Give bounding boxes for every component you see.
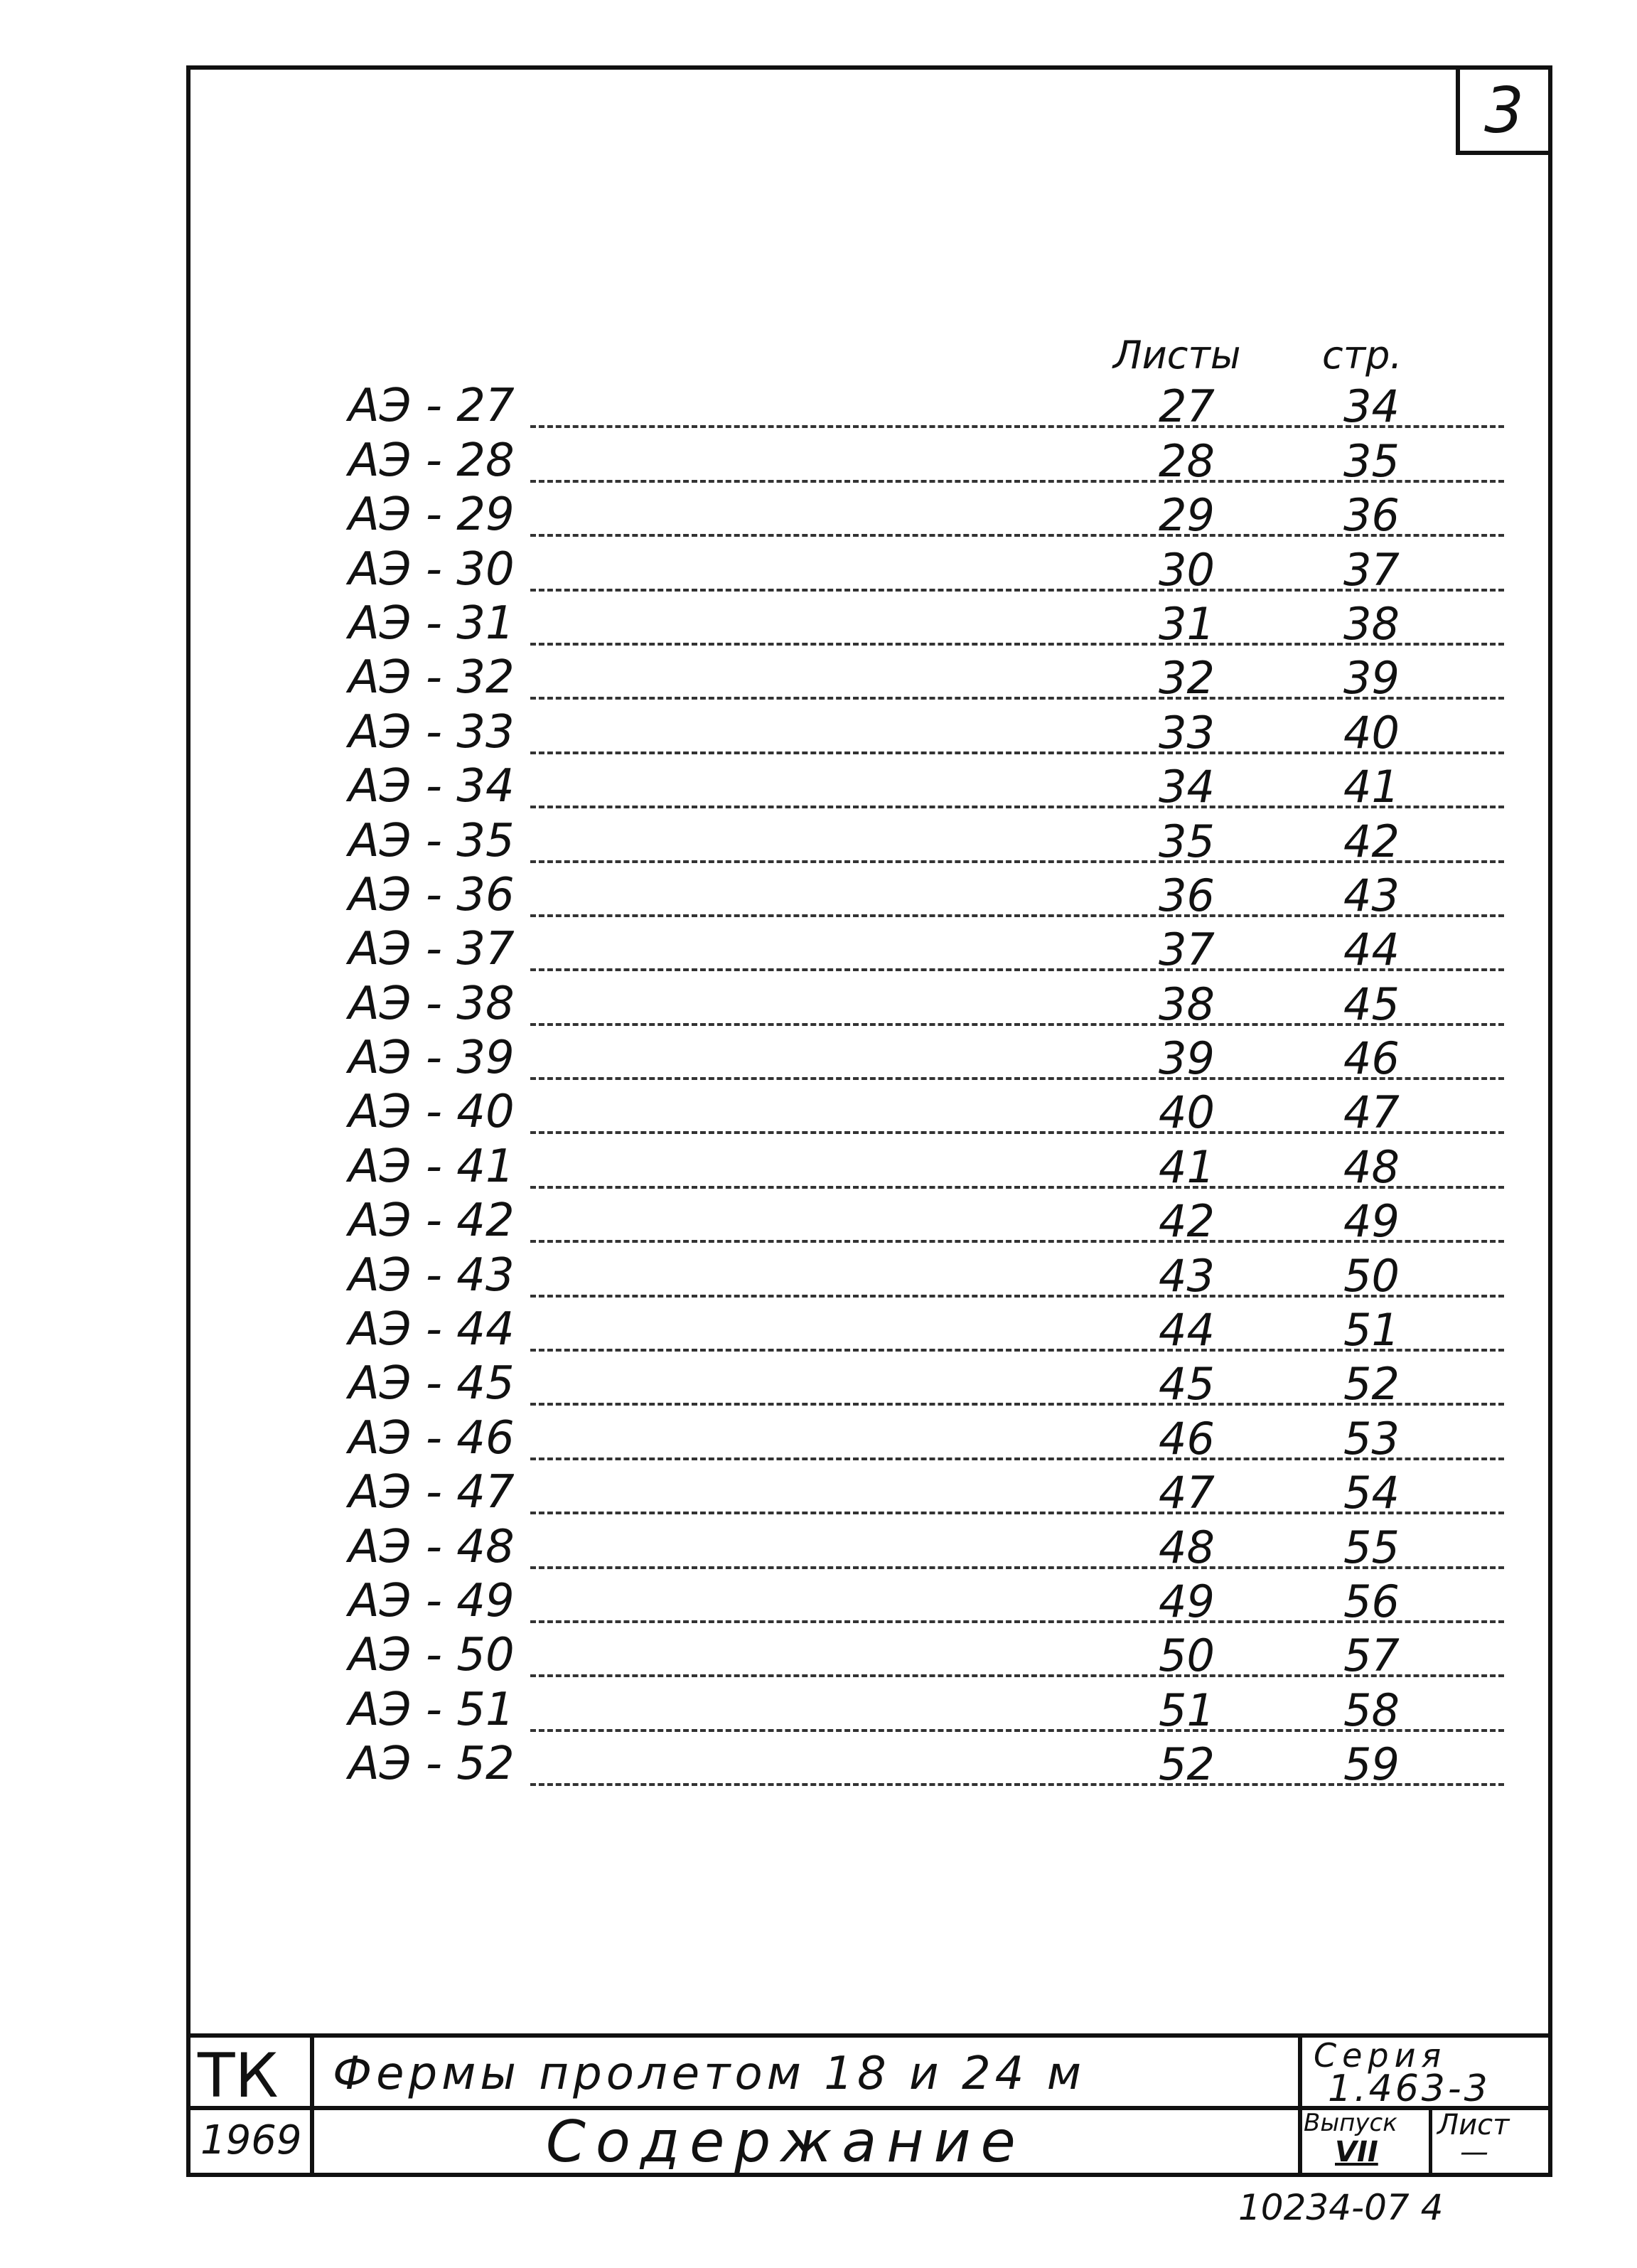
entry-sheet: 32	[1159, 652, 1215, 705]
list-item	[348, 380, 1457, 438]
list-item	[348, 1520, 1457, 1578]
column-header-pages: стр.	[1322, 333, 1402, 378]
list-item	[348, 705, 1457, 764]
entry-code: АЭ - 27	[348, 380, 515, 433]
entry-sheet: 47	[1159, 1467, 1215, 1519]
entry-page: 51	[1343, 1304, 1400, 1357]
entry-code: АЭ - 49	[348, 1574, 515, 1627]
list-item	[348, 1357, 1457, 1416]
entry-sheet: 50	[1159, 1630, 1215, 1682]
entry-page: 35	[1343, 434, 1400, 487]
entry-sheet: 51	[1159, 1684, 1215, 1736]
entry-page: 37	[1343, 543, 1400, 596]
entry-code: АЭ - 44	[348, 1303, 515, 1357]
title-block	[186, 2033, 1552, 2177]
entry-sheet: 39	[1159, 1032, 1215, 1085]
sheet-number: 3	[1484, 73, 1524, 147]
entry-page: 43	[1343, 869, 1400, 921]
entry-code: АЭ - 52	[348, 1738, 515, 1791]
entry-page: 42	[1343, 815, 1400, 867]
entry-code: АЭ - 39	[348, 1032, 515, 1085]
entry-code: АЭ - 34	[348, 760, 515, 813]
entry-code: АЭ - 45	[348, 1357, 515, 1411]
entry-page: 47	[1343, 1086, 1400, 1139]
list-item	[348, 814, 1457, 872]
entry-page: 44	[1343, 924, 1400, 976]
entry-code: АЭ - 36	[348, 868, 515, 921]
entry-sheet: 40	[1159, 1086, 1215, 1139]
entry-page: 50	[1343, 1249, 1400, 1302]
entry-sheet: 29	[1159, 489, 1215, 542]
entry-page: 46	[1343, 1032, 1400, 1085]
entry-sheet: 44	[1159, 1304, 1215, 1357]
entry-page: 45	[1343, 978, 1400, 1030]
list-item	[348, 760, 1457, 818]
entry-code: АЭ - 40	[348, 1086, 515, 1139]
entry-sheet: 52	[1159, 1738, 1215, 1791]
list-item	[348, 651, 1457, 710]
entry-code: АЭ - 33	[348, 705, 515, 759]
entry-code: АЭ - 32	[348, 651, 515, 705]
entry-code: АЭ - 41	[348, 1140, 515, 1193]
entry-page: 59	[1343, 1738, 1400, 1791]
entry-sheet: 27	[1159, 380, 1215, 433]
contents-list	[348, 380, 1457, 1796]
entry-page: 38	[1343, 597, 1400, 650]
list-item	[348, 1683, 1457, 1741]
entry-code: АЭ - 30	[348, 542, 515, 596]
document-subtitle: Содержание	[546, 2109, 1026, 2175]
document-code: 10234-07 4	[1238, 2187, 1444, 2228]
entry-page: 39	[1343, 652, 1400, 705]
series-value: 1.463-3	[1328, 2068, 1491, 2110]
list-item	[348, 1303, 1457, 1362]
entry-page: 54	[1343, 1467, 1400, 1519]
entry-page: 52	[1343, 1358, 1400, 1411]
entry-code: АЭ - 29	[348, 488, 515, 542]
entry-code: АЭ - 28	[348, 434, 515, 487]
list-item	[348, 1738, 1457, 1796]
list-label: Лист	[1437, 2109, 1510, 2141]
entry-sheet: 48	[1159, 1521, 1215, 1573]
entry-page: 55	[1343, 1521, 1400, 1573]
list-item	[348, 1248, 1457, 1307]
entry-code: АЭ - 46	[348, 1411, 515, 1465]
entry-sheet: 41	[1159, 1140, 1215, 1193]
sheet-number-box	[1456, 65, 1552, 155]
entry-sheet: 35	[1159, 815, 1215, 867]
list-item	[348, 1411, 1457, 1470]
list-item	[348, 977, 1457, 1035]
issue-label: Выпуск	[1304, 2109, 1397, 2137]
entry-page: 58	[1343, 1684, 1400, 1736]
list-item	[348, 542, 1457, 601]
series-label: Серия	[1314, 2036, 1447, 2075]
entry-code: АЭ - 47	[348, 1466, 515, 1519]
list-item	[348, 1032, 1457, 1090]
entry-code: АЭ - 51	[348, 1683, 515, 1736]
entry-code: АЭ - 50	[348, 1629, 515, 1682]
entry-page: 48	[1343, 1140, 1400, 1193]
entry-sheet: 38	[1159, 978, 1215, 1030]
entry-page: 41	[1343, 761, 1400, 813]
entry-code: АЭ - 48	[348, 1520, 515, 1573]
entry-page: 57	[1343, 1630, 1400, 1682]
title-block-divider	[1298, 2038, 1302, 2173]
entry-sheet: 37	[1159, 924, 1215, 976]
entry-sheet: 30	[1159, 543, 1215, 596]
column-header-sheets: Листы	[1113, 333, 1241, 378]
entry-sheet: 46	[1159, 1412, 1215, 1465]
entry-page: 56	[1343, 1575, 1400, 1627]
entry-code: АЭ - 38	[348, 977, 515, 1030]
list-item	[348, 868, 1457, 927]
title-block-divider	[310, 2038, 314, 2173]
list-item	[348, 597, 1457, 656]
year: 1969	[200, 2117, 302, 2163]
document-title: Фермы пролетом 18 и 24 м	[333, 2048, 1085, 2100]
entry-page: 34	[1343, 380, 1400, 433]
entry-page: 53	[1343, 1412, 1400, 1465]
title-block-divider	[1429, 2106, 1432, 2173]
list-value: —	[1460, 2136, 1488, 2168]
entry-page: 49	[1343, 1195, 1400, 1248]
list-item	[348, 1194, 1457, 1253]
list-item	[348, 923, 1457, 981]
list-item	[348, 1629, 1457, 1687]
entry-sheet: 45	[1159, 1358, 1215, 1411]
entry-sheet: 31	[1159, 597, 1215, 650]
entry-sheet: 28	[1159, 434, 1215, 487]
entry-sheet: 36	[1159, 869, 1215, 921]
entry-code: АЭ - 43	[348, 1248, 515, 1302]
list-item	[348, 1574, 1457, 1633]
entry-code: АЭ - 31	[348, 597, 515, 650]
list-item	[348, 1086, 1457, 1144]
organization-code: ТК	[198, 2040, 279, 2112]
entry-page: 36	[1343, 489, 1400, 542]
entry-sheet: 43	[1159, 1249, 1215, 1302]
entry-sheet: 33	[1159, 706, 1215, 759]
entry-page: 40	[1343, 706, 1400, 759]
entry-code: АЭ - 37	[348, 923, 515, 976]
entry-sheet: 49	[1159, 1575, 1215, 1627]
list-item	[348, 434, 1457, 492]
entry-code: АЭ - 35	[348, 814, 515, 867]
entry-code: АЭ - 42	[348, 1194, 515, 1248]
list-item	[348, 1140, 1457, 1198]
list-item	[348, 1466, 1457, 1524]
list-item	[348, 488, 1457, 547]
issue-value: VII	[1335, 2136, 1378, 2168]
entry-sheet: 34	[1159, 761, 1215, 813]
entry-sheet: 42	[1159, 1195, 1215, 1248]
